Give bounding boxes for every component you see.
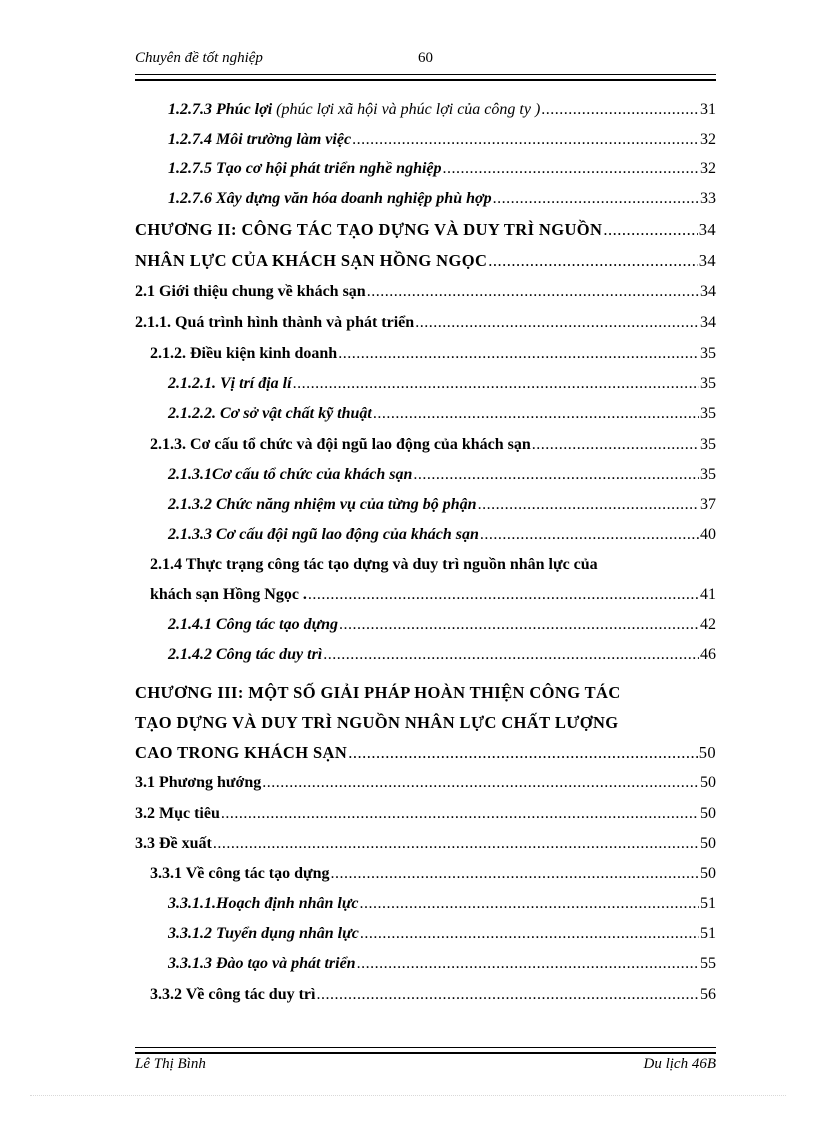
toc-page: 35 [700, 375, 716, 392]
dot-leader [415, 313, 699, 333]
toc-page: 50 [700, 865, 716, 882]
dot-leader [316, 985, 699, 1005]
dot-leader [413, 465, 699, 485]
toc-entry[interactable]: 3.3.2 Về công tác duy trì ..... 56 [150, 977, 716, 1005]
dot-leader [480, 525, 699, 545]
dot-leader [532, 435, 699, 455]
toc-page: 55 [700, 955, 716, 972]
toc-entry[interactable]: 2.1 Giới thiệu chung về khách sạn ..... 34 [135, 274, 716, 302]
dot-leader [357, 954, 699, 974]
dot-leader [360, 894, 699, 914]
dot-leader [478, 495, 699, 515]
toc-entry[interactable]: 1.2.7.5 Tạo cơ hội phát triển nghề nghiệp ..... 32 [168, 151, 716, 179]
toc-page: 56 [700, 986, 716, 1003]
toc-page: 31 [700, 101, 716, 118]
toc-entry[interactable]: khách sạn Hồng Ngọc . ..... 41 [150, 577, 716, 605]
toc-page: 33 [700, 190, 716, 207]
toc-page: 32 [700, 160, 716, 177]
toc-page: 34 [698, 251, 716, 270]
page-footer [135, 1056, 716, 1078]
toc-entry[interactable]: 3.3.1.3 Đào tạo và phát triển ..... 55 [168, 946, 716, 974]
toc-page: 34 [698, 220, 716, 239]
toc-entry[interactable]: 2.1.2.2. Cơ sở vật chất kỹ thuật ..... 35 [168, 396, 716, 424]
toc-page: 46 [700, 646, 716, 663]
toc-page: 40 [700, 526, 716, 543]
dot-leader [443, 159, 699, 179]
toc-entry[interactable]: 3.3.1 Về công tác tạo dựng ..... 50 [150, 856, 716, 884]
toc-page: 35 [700, 345, 716, 362]
toc-page: 50 [700, 805, 716, 822]
toc-chapter-entry[interactable]: CAO TRONG KHÁCH SẠN ..... 50 [135, 735, 716, 763]
page-edge-dots [30, 1095, 786, 1096]
toc-entry[interactable]: 2.1.3.1Cơ cấu tổ chức của khách sạn ..... 35 [168, 457, 716, 485]
dot-leader [352, 130, 699, 150]
toc-entry[interactable]: 2.1.4.2 Công tác duy trì ..... 46 [168, 637, 716, 665]
toc-page: 50 [698, 743, 716, 762]
toc-page: 51 [700, 925, 716, 942]
toc-page: 35 [700, 436, 716, 453]
toc-entry[interactable]: 3.2 Mục tiêu ..... 50 [135, 796, 716, 824]
toc-chapter-entry[interactable]: CHƯƠNG II: CÔNG TÁC TẠO DỰNG VÀ DUY TRÌ NGUỒN ..... 34 [135, 212, 716, 240]
dot-leader [348, 743, 697, 763]
toc-chapter-entry[interactable]: CHƯƠNG III: MỘT SỐ GIẢI PHÁP HOÀN THIỆN CÔNG TÁC [135, 683, 621, 702]
toc-page: 34 [700, 314, 716, 331]
class-name: Du lịch 46B [643, 1056, 716, 1072]
toc-page: 42 [700, 616, 716, 633]
author-name: Lê Thị Bình [135, 1056, 206, 1072]
toc-entry[interactable]: 3.1 Phương hướng ..... 50 [135, 765, 716, 793]
footer-rule [135, 1047, 716, 1054]
dot-leader [367, 282, 699, 302]
dot-leader [323, 645, 699, 665]
toc-entry[interactable]: 2.1.4.1 Công tác tạo dựng ..... 42 [168, 607, 716, 635]
toc-page: 51 [700, 895, 716, 912]
toc-page: 32 [700, 131, 716, 148]
dot-leader [213, 834, 699, 854]
toc-chapter-entry[interactable]: TẠO DỰNG VÀ DUY TRÌ NGUỒN NHÂN LỰC CHẤT LƯỢNG [135, 713, 619, 732]
toc-chapter-entry[interactable]: NHÂN LỰC CỦA KHÁCH SẠN HỒNG NGỌC ..... 34 [135, 243, 716, 271]
dot-leader [308, 585, 699, 605]
toc-entry[interactable]: 1.2.7.6 Xây dựng văn hóa doanh nghiệp phù hợp ..... 33 [168, 181, 716, 209]
toc-entry[interactable]: 2.1.3.2 Chức năng nhiệm vụ của từng bộ phận ..... 37 [168, 487, 716, 515]
dot-leader [331, 864, 699, 884]
toc-entry[interactable]: 2.1.2. Điều kiện kinh doanh ..... 35 [150, 336, 716, 364]
dot-leader [360, 924, 699, 944]
toc-entry[interactable]: 1.2.7.4 Môi trường làm việc ..... 32 [168, 122, 716, 150]
toc-page: 34 [700, 283, 716, 300]
toc-entry[interactable]: 3.3.1.1.Hoạch định nhân lực ..... 51 [168, 886, 716, 914]
page-number: 60 [418, 50, 433, 66]
dot-leader [339, 615, 699, 635]
toc-entry[interactable]: 2.1.4 Thực trạng công tác tạo dựng và duy trì nguồn nhân lực của [150, 556, 598, 573]
dot-leader [338, 344, 699, 364]
toc-page: 50 [700, 774, 716, 791]
dot-leader [221, 804, 699, 824]
toc-entry[interactable]: 1.2.7.3 Phúc lợi (phúc lợi xã hội và phúc lợi của công ty ) ..... 31 [168, 92, 716, 120]
toc-page: 41 [700, 586, 716, 603]
dot-leader [262, 773, 699, 793]
toc-entry[interactable]: 2.1.3. Cơ cấu tổ chức và đội ngũ lao động của khách sạn ..... 35 [150, 427, 716, 455]
toc-page: 35 [700, 466, 716, 483]
toc-page: 35 [700, 405, 716, 422]
toc-page: 37 [700, 496, 716, 513]
toc-entry[interactable]: 2.1.3.3 Cơ cấu đội ngũ lao động của khách sạn ..... 40 [168, 517, 716, 545]
document-title: Chuyên đề tốt nghiệp [135, 50, 263, 66]
dot-leader [373, 404, 699, 424]
dot-leader [488, 251, 697, 271]
dot-leader [603, 220, 697, 240]
dot-leader [293, 374, 699, 394]
toc-entry[interactable]: 2.1.1. Quá trình hình thành và phát triển ..... 34 [135, 305, 716, 333]
dot-leader [493, 189, 699, 209]
toc-entry[interactable]: 3.3 Đề xuất ..... 50 [135, 826, 716, 854]
toc-entry[interactable]: 2.1.2.1. Vị trí địa lí ..... 35 [168, 366, 716, 394]
dot-leader [541, 100, 699, 120]
toc-page: 50 [700, 835, 716, 852]
toc-entry[interactable]: 3.3.1.2 Tuyển dụng nhân lực ..... 51 [168, 916, 716, 944]
